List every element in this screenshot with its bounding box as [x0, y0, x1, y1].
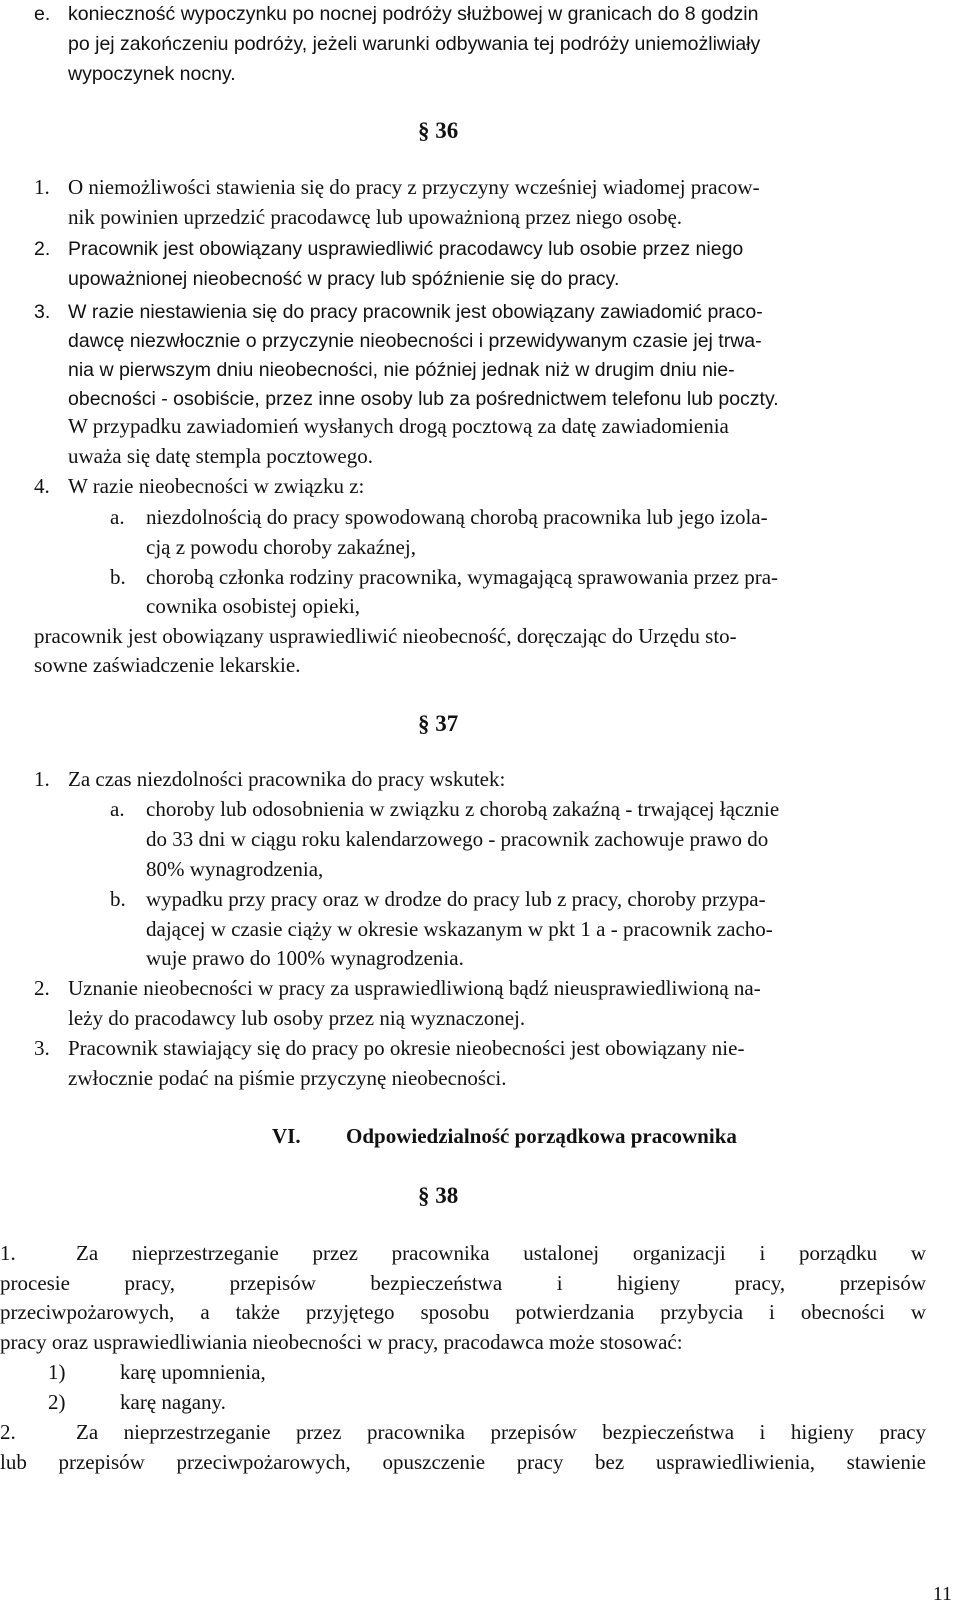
item-number: 1. — [34, 175, 50, 199]
text-line: konieczność wypoczynku po nocnej podróży służbowej w granicach do 8 godzin — [68, 3, 759, 25]
page-number: 11 — [932, 1583, 952, 1605]
text-line: Pracownik stawiający się do pracy po okresie nieobecności jest obowiązany nie- — [68, 1036, 745, 1060]
text-line: uważa się datę stempla pocztowego. — [68, 444, 373, 468]
item-number: 3. — [34, 301, 51, 323]
text-line: Za nieprzestrzeganie przez pracownika ustalonej organizacji i porządku w — [76, 1241, 926, 1265]
text-line: wypadku przy pracy oraz w drodze do pracy lub z pracy, choroby przypa- — [146, 887, 766, 911]
sub-item-letter: b. — [110, 565, 126, 589]
text-line: niezdolnością do pracy spowodowaną chorobą pracownika lub jego izola- — [146, 505, 768, 529]
list-number: 1) — [48, 1360, 66, 1384]
text-line: sowne zaświadczenie lekarskie. — [34, 653, 301, 677]
text-line: Za nieprzestrzeganie przez pracownika przepisów bezpieczeństwa i higieny pracy — [76, 1420, 926, 1444]
text-line: Pracownik jest obowiązany usprawiedliwić pracodawcy lub osobie przez niego — [68, 238, 744, 260]
text-line: dawcę niezwłocznie o przyczynie nieobecności i przewidywanym czasie jej trwa- — [68, 330, 762, 352]
text-line: Uznanie nieobecności w pracy za usprawiedliwioną bądź nieusprawiedliwioną na- — [68, 976, 761, 1000]
text-line: choroby lub odosobnienia w związku z chorobą zakaźną - trwającej łącznie — [146, 797, 780, 821]
text-line: 80% wynagrodzenia, — [146, 857, 324, 881]
text-line: leży do pracodawcy lub osoby przez nią wyznaczonej. — [68, 1006, 526, 1030]
text-line: chorobą członka rodziny pracownika, wymagającą sprawowania przez pra- — [146, 565, 779, 589]
list-number: 2) — [48, 1390, 66, 1414]
list-item: karę nagany. — [120, 1390, 226, 1414]
text-line: Za czas niezdolności pracownika do pracy wskutek: — [68, 767, 506, 791]
text-line: procesie pracy, przepisów bezpieczeństwa i higieny pracy, przepisów — [0, 1271, 926, 1295]
text-line: dającej w czasie ciąży w okresie wskazanym w pkt 1 a - pracownik zacho- — [146, 917, 773, 941]
item-number: 1. — [34, 767, 50, 791]
text-line: wypoczynek nocny. — [68, 63, 236, 85]
text-line: O niemożliwości stawienia się do pracy z przyczyny wcześniej wiadomej pracow- — [68, 175, 760, 199]
text-line: W razie niestawienia się do pracy pracownik jest obowiązany zawiadomić praco- — [68, 301, 763, 323]
text-line: pracy oraz usprawiedliwiania nieobecności w pracy, pracodawca może stosować: — [0, 1330, 683, 1354]
text-line: upoważnionej nieobecność w pracy lub spóźnienie się do pracy. — [68, 268, 620, 290]
item-number: 3. — [34, 1036, 50, 1060]
chapter-number: VI. — [272, 1124, 301, 1148]
text-line: cją z powodu choroby zakaźnej, — [146, 535, 416, 559]
text-line: lub przepisów przeciwpożarowych, opuszczenie pracy bez usprawiedliwienia, stawienie — [0, 1450, 926, 1474]
sub-item-letter: a. — [110, 505, 125, 529]
text-line: po jej zakończeniu podróży, jeżeli warunki odbywania tej podróży uniemożliwiały — [68, 33, 761, 55]
text-line: pracownik jest obowiązany usprawiedliwić nieobecność, doręczając do Urzędu sto- — [34, 624, 737, 648]
text-line: nia w pierwszym dniu nieobecności, nie później jednak niż w drugim dniu nie- — [68, 359, 735, 381]
text-line: zwłocznie podać na piśmie przyczynę nieobecności. — [68, 1066, 507, 1090]
sub-item-letter: a. — [110, 797, 125, 821]
item-number: 2. — [34, 238, 51, 260]
list-item: karę upomnienia, — [120, 1360, 266, 1384]
item-number: 1. — [0, 1241, 16, 1265]
text-line: W razie nieobecności w związku z: — [68, 474, 365, 498]
item-number: 4. — [34, 474, 50, 498]
section-heading-37: § 37 — [418, 711, 459, 736]
text-line: nik powinien uprzedzić pracodawcę lub upoważnioną przez niego osobę. — [68, 205, 683, 229]
text-line: cownika osobistej opieki, — [146, 594, 361, 618]
item-number: 2. — [34, 976, 50, 1000]
text-line: wuje prawo do 100% wynagrodzenia. — [146, 946, 464, 970]
item-number: 2. — [0, 1420, 16, 1444]
section-heading-36: § 36 — [418, 118, 459, 143]
text-line: W przypadku zawiadomień wysłanych drogą pocztową za datę zawiadomienia — [68, 414, 729, 438]
section-heading-38: § 38 — [418, 1183, 459, 1208]
chapter-title: Odpowiedzialność porządkowa pracownika — [346, 1124, 737, 1148]
list-marker-e: e. — [34, 3, 51, 25]
text-line: do 33 dni w ciągu roku kalendarzowego - pracownik zachowuje prawo do — [146, 827, 769, 851]
text-line: przeciwpożarowych, a także przyjętego sposobu potwierdzania przybycia i obecności w — [0, 1300, 926, 1324]
text-line: obecności - osobiście, przez inne osoby lub za pośrednictwem telefonu lub poczty. — [68, 388, 779, 410]
sub-item-letter: b. — [110, 887, 126, 911]
